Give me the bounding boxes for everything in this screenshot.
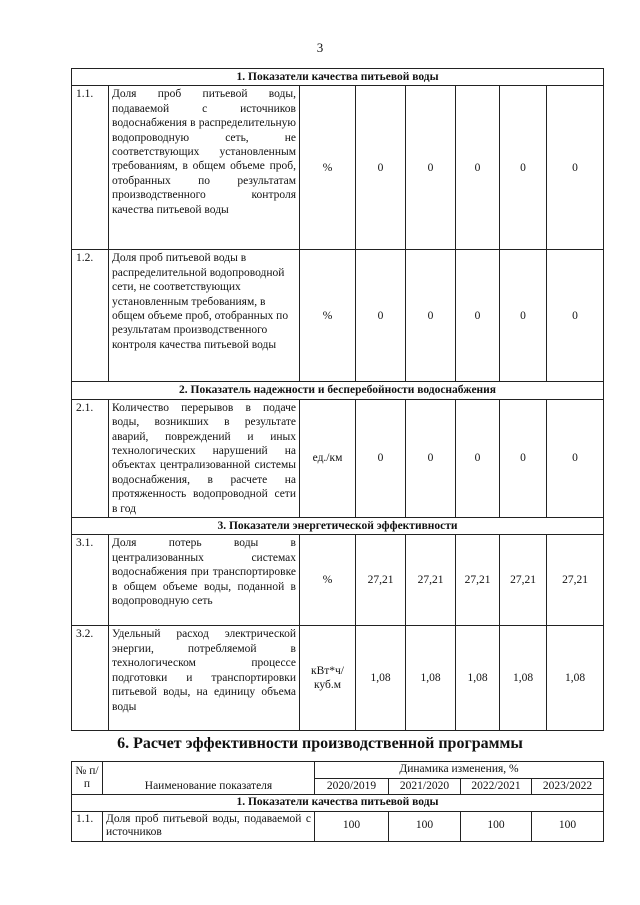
row-description: Доля проб питьевой воды в распределительной водопроводной сети, не соответствующих установленным требованиям, в общем объеме проб, отобранных по результатам производственного контроля качества питьевой воды [109, 250, 300, 382]
row-description: Доля потерь воды в централизованных системах водоснабжения при транспортировке в общем объеме воды, поданной в водопроводную сеть [109, 535, 300, 626]
header-number: № п/п [72, 762, 103, 795]
header-name: Наименование показателя [103, 762, 315, 795]
row-value: 27,21 [500, 535, 547, 626]
row-number: 1.1. [72, 86, 109, 250]
section-heading: 6. Расчет эффективности производственной программы [117, 735, 523, 752]
row-value: 0 [406, 86, 456, 250]
section-header-row [72, 518, 604, 535]
section-title: 1. Показатели качества питьевой воды [72, 69, 604, 86]
row-value: 0 [500, 86, 547, 250]
row-value: 0 [356, 250, 406, 382]
row-description: Удельный расход электрической энергии, потребляемой в технологическом процессе подготовки и транспортировки питьевой воды, на единицу объема воды [109, 626, 300, 731]
section-header-row [72, 69, 604, 86]
row-description: Доля проб питьевой воды, подаваемой с источников водоснабжения в распределительную водопроводную сеть, не соответствующих установленным требованиям, в общем объеме проб, отобранных по результатам производственного контроля качества питьевой воды [109, 86, 300, 250]
row-value: 100 [389, 811, 461, 841]
table-row [72, 86, 604, 250]
row-value: 100 [532, 811, 604, 841]
row-value: 0 [547, 250, 604, 382]
row-value: 27,21 [547, 535, 604, 626]
row-value: 0 [547, 399, 604, 517]
table-row [72, 811, 604, 841]
row-unit: % [300, 86, 356, 250]
row-value: 27,21 [356, 535, 406, 626]
section-header-row [72, 795, 604, 812]
row-number: 1.1. [72, 811, 103, 841]
row-value: 100 [315, 811, 389, 841]
row-value: 27,21 [406, 535, 456, 626]
header-row [72, 762, 604, 779]
header-period: 2022/2021 [461, 778, 532, 795]
row-value: 0 [456, 86, 500, 250]
row-number: 2.1. [72, 399, 109, 517]
table-row [72, 250, 604, 382]
row-value: 1,08 [406, 626, 456, 731]
row-unit: кВт*ч/ куб.м [300, 626, 356, 731]
indicators-table [71, 68, 604, 731]
row-value: 0 [500, 399, 547, 517]
row-description: Количество перерывов в подаче воды, возникших в результате аварий, повреждений и иных технологических нарушений на объектах централизованной системы водоснабжения, в расчете на протяженность водопроводной сети в год [109, 399, 300, 517]
row-value: 27,21 [456, 535, 500, 626]
section-title: 1. Показатели качества питьевой воды [72, 795, 604, 812]
table-row [72, 626, 604, 731]
page-number: 3 [316, 40, 324, 55]
efficiency-table [71, 761, 604, 842]
row-unit: % [300, 535, 356, 626]
row-number: 3.1. [72, 535, 109, 626]
row-unit: ед./км [300, 399, 356, 517]
row-number: 1.2. [72, 250, 109, 382]
row-value: 0 [356, 399, 406, 517]
section-header-row [72, 382, 604, 399]
row-value: 0 [406, 399, 456, 517]
header-period: 2021/2020 [389, 778, 461, 795]
table-row [72, 399, 604, 517]
row-value: 0 [406, 250, 456, 382]
header-dynamics: Динамика изменения, % [315, 762, 604, 779]
row-value: 1,08 [547, 626, 604, 731]
row-description: Доля проб питьевой воды, подаваемой с источников [103, 811, 315, 841]
row-number: 3.2. [72, 626, 109, 731]
row-value: 0 [456, 250, 500, 382]
section-title: 3. Показатели энергетической эффективности [72, 518, 604, 535]
row-value: 0 [456, 399, 500, 517]
row-value: 0 [547, 86, 604, 250]
row-unit: % [300, 250, 356, 382]
table-row [72, 535, 604, 626]
row-value: 1,08 [456, 626, 500, 731]
section-title: 2. Показатель надежности и бесперебойности водоснабжения [72, 382, 604, 399]
row-value: 100 [461, 811, 532, 841]
row-value: 0 [500, 250, 547, 382]
row-value: 1,08 [500, 626, 547, 731]
row-value: 0 [356, 86, 406, 250]
header-period: 2023/2022 [532, 778, 604, 795]
header-period: 2020/2019 [315, 778, 389, 795]
row-value: 1,08 [356, 626, 406, 731]
